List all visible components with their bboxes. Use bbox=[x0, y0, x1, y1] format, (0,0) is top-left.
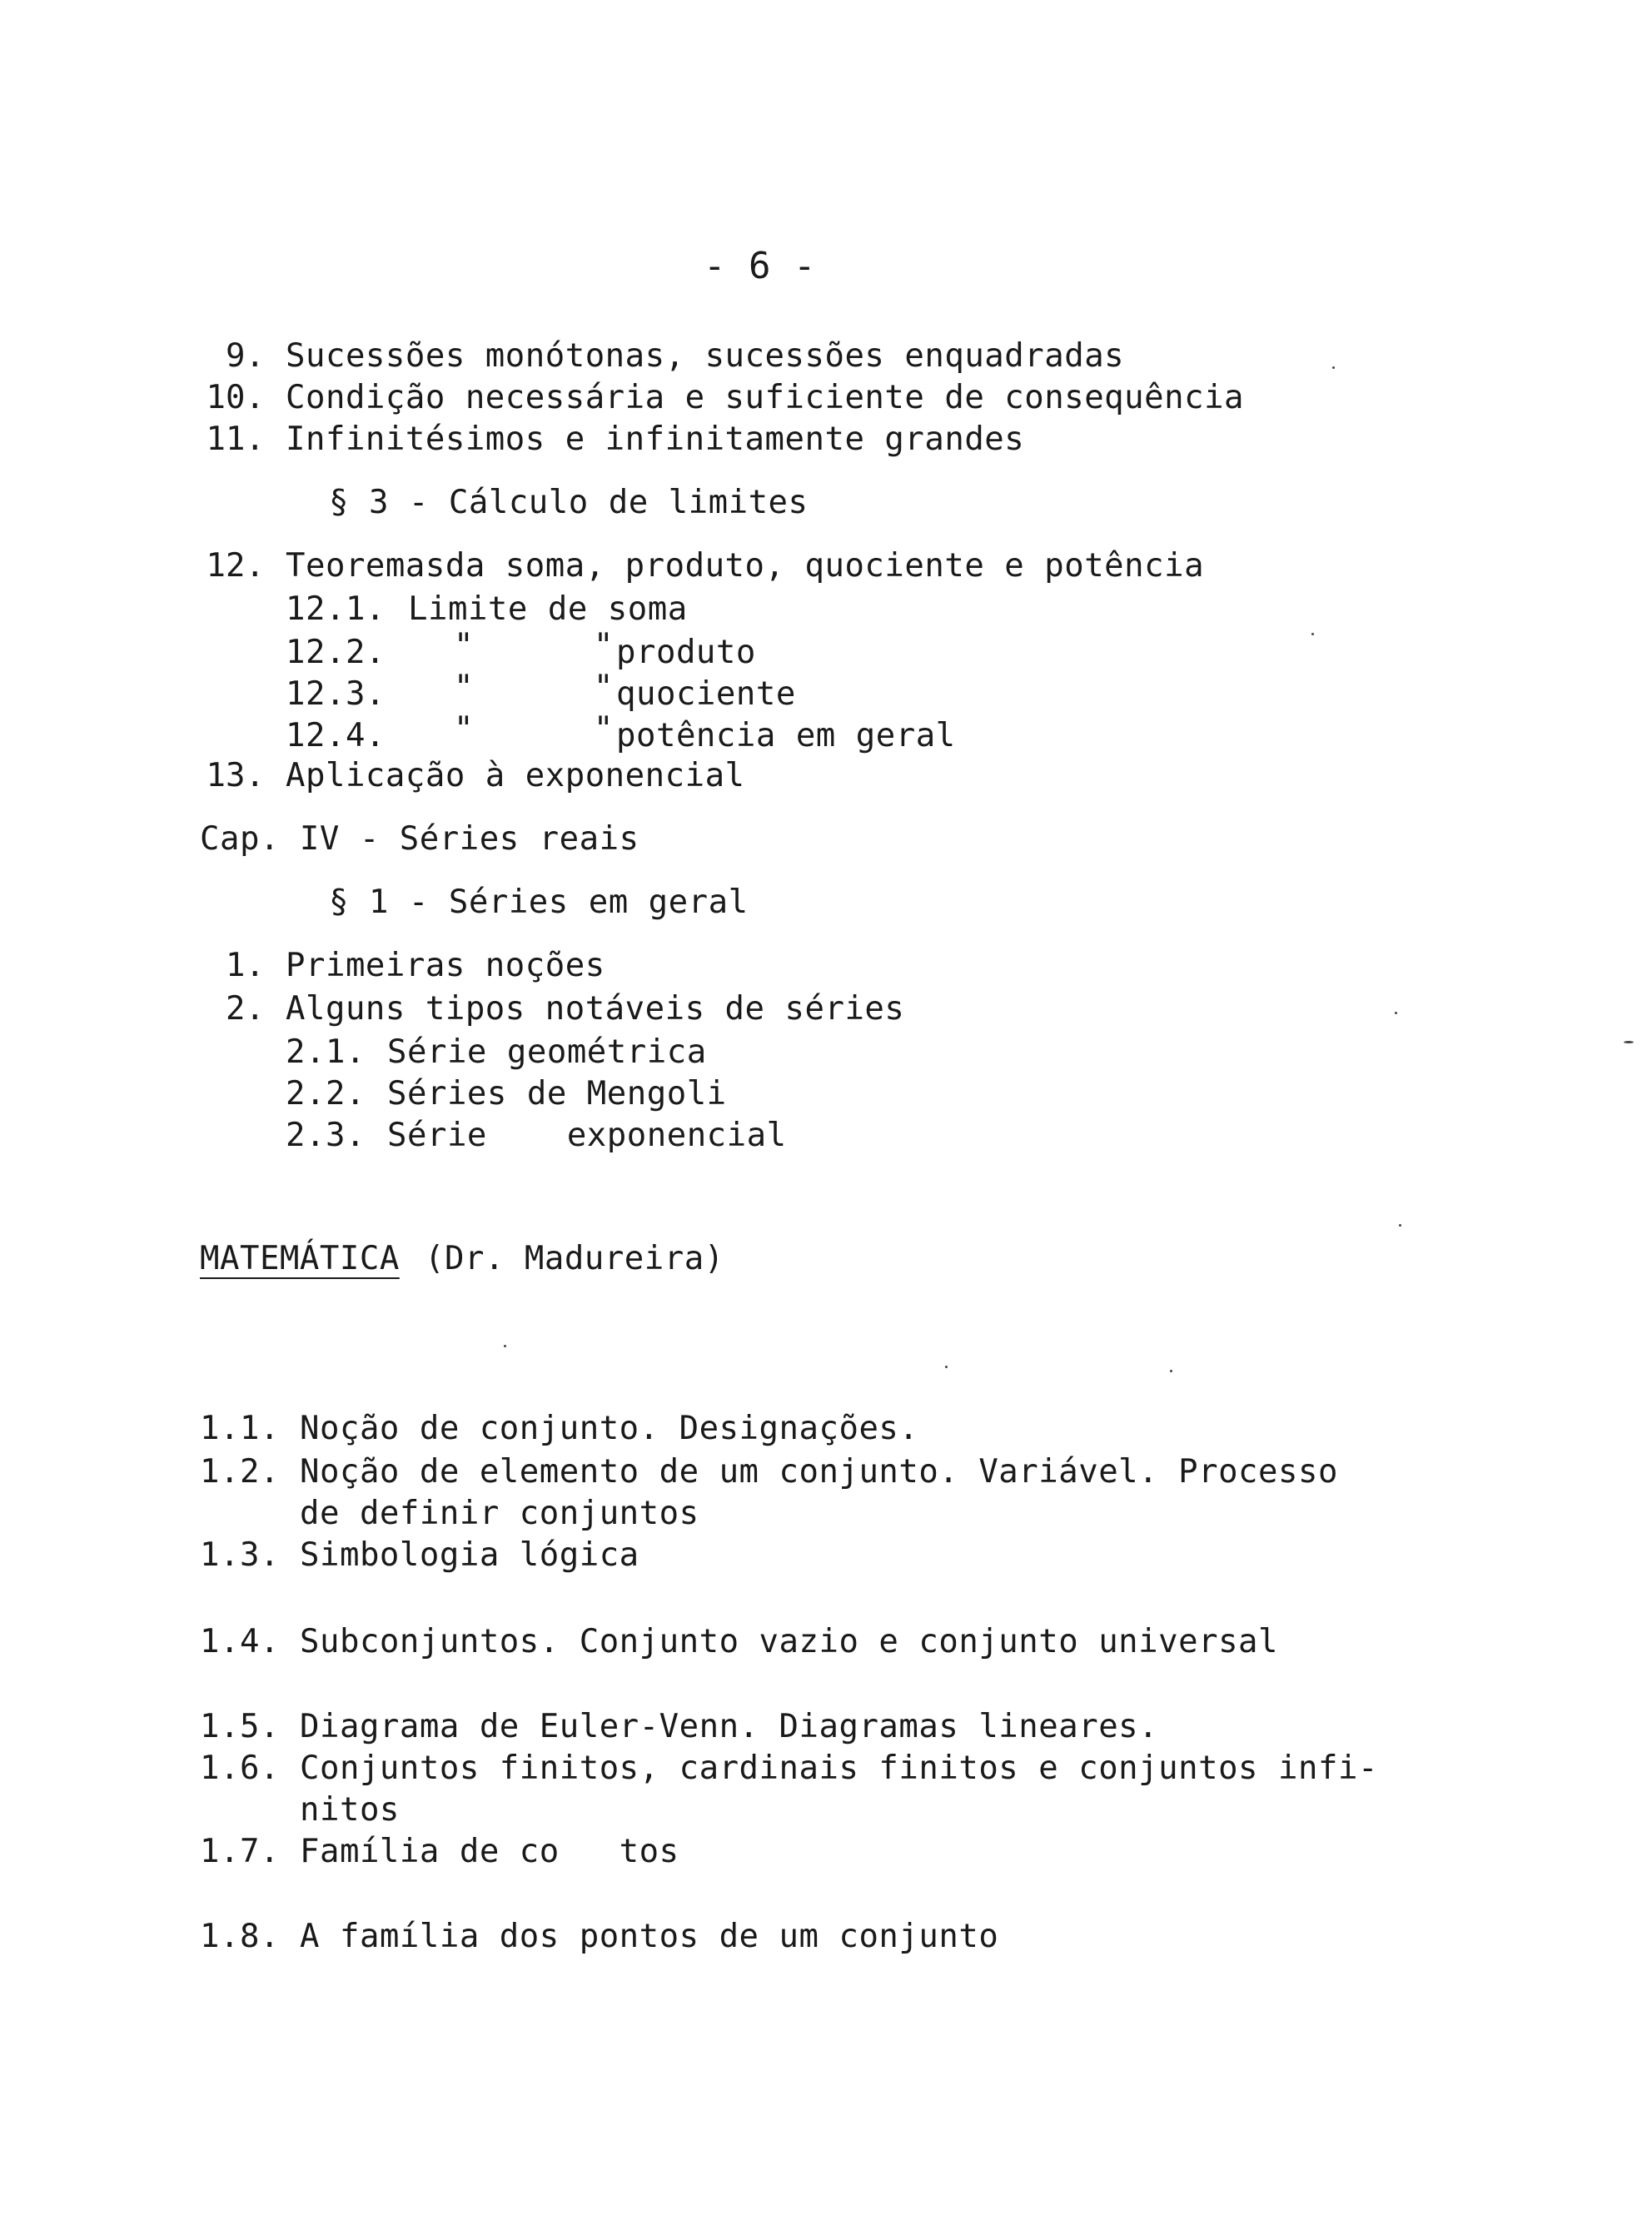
ditto-marks: " " bbox=[454, 669, 614, 706]
chapter-heading: Cap. IV - Séries reais bbox=[200, 820, 639, 858]
item-number: 9. bbox=[226, 337, 265, 375]
item-number: 1.3. bbox=[200, 1536, 280, 1574]
item-number: 2. bbox=[226, 990, 265, 1028]
item-text: Condição necessária e suficiente de consequência bbox=[286, 379, 1245, 416]
subitem-number: 2.3. bbox=[286, 1117, 366, 1154]
subitem-number: 12.2. bbox=[286, 634, 386, 671]
subitem-number: 2.1. bbox=[286, 1033, 366, 1071]
item-text: Diagrama de Euler-Venn. Diagramas lineares. bbox=[300, 1708, 1159, 1745]
item-text-continued: nitos bbox=[300, 1791, 400, 1829]
scan-speck bbox=[504, 1345, 506, 1347]
item-text: Alguns tipos notáveis de séries bbox=[286, 990, 905, 1028]
item-text: Noção de elemento de um conjunto. Variável. Processo bbox=[300, 1453, 1338, 1491]
item-number: 13. bbox=[206, 757, 265, 794]
scan-speck bbox=[1170, 1370, 1172, 1372]
item-number: 1.5. bbox=[200, 1708, 280, 1745]
scan-speck bbox=[1311, 633, 1314, 635]
ditto-marks: " " bbox=[454, 627, 614, 665]
scan-speck bbox=[945, 1366, 948, 1368]
subitem-number: 12.1. bbox=[286, 590, 386, 628]
subitem-text: Séries de Mengoli bbox=[387, 1075, 727, 1112]
subject-title: MATEMÁTICA bbox=[200, 1240, 400, 1277]
item-number: 12. bbox=[206, 547, 265, 585]
subitem-number: 2.2. bbox=[286, 1075, 366, 1112]
subitem-number: 12.3. bbox=[286, 675, 386, 713]
item-number: 1.7. bbox=[200, 1833, 280, 1870]
section-heading: § 3 - Cálculo de limites bbox=[329, 484, 809, 521]
scan-speck bbox=[1395, 1012, 1397, 1014]
item-text: Noção de conjunto. Designações. bbox=[300, 1410, 919, 1447]
item-number: 1.8. bbox=[200, 1918, 280, 1955]
item-number: 11. bbox=[206, 421, 265, 458]
subitem-text: produto bbox=[616, 634, 756, 671]
item-text: Infinitésimos e infinitamente grandes bbox=[286, 421, 1025, 458]
item-text: Família de co tos bbox=[300, 1833, 679, 1870]
item-number: 10. bbox=[206, 379, 265, 416]
item-text: Sucessões monótonas, sucessões enquadradas bbox=[286, 337, 1125, 375]
item-number: 1.6. bbox=[200, 1750, 280, 1787]
item-number: 1.1. bbox=[200, 1410, 280, 1447]
item-number: 1.4. bbox=[200, 1623, 280, 1660]
subitem-text: Série exponencial bbox=[387, 1117, 787, 1154]
scan-speck bbox=[1332, 366, 1335, 369]
subject-author: (Dr. Madureira) bbox=[425, 1240, 724, 1277]
item-text: Aplicação à exponencial bbox=[286, 757, 745, 794]
item-text: Simbologia lógica bbox=[300, 1536, 639, 1574]
subitem-text: Série geométrica bbox=[387, 1033, 707, 1071]
item-text: A família dos pontos de um conjunto bbox=[300, 1918, 999, 1955]
section-heading: § 1 - Séries em geral bbox=[329, 884, 749, 921]
scan-speck bbox=[1624, 1041, 1634, 1043]
page-number: - 6 - bbox=[704, 245, 816, 287]
item-text: Subconjuntos. Conjunto vazio e conjunto universal bbox=[300, 1623, 1279, 1660]
subitem-text: quociente bbox=[616, 675, 796, 713]
scan-speck bbox=[1399, 1224, 1401, 1227]
item-number: 1. bbox=[226, 947, 265, 984]
subitem-text: Limite de soma bbox=[408, 590, 688, 628]
item-number: 1.2. bbox=[200, 1453, 280, 1491]
ditto-marks: " " bbox=[454, 710, 614, 748]
item-text: Conjuntos finitos, cardinais finitos e conjuntos infi- bbox=[300, 1750, 1378, 1787]
item-text-continued: de definir conjuntos bbox=[300, 1495, 699, 1532]
item-text: Primeiras noções bbox=[286, 947, 605, 984]
subitem-number: 12.4. bbox=[286, 717, 386, 754]
item-text: Teoremasda soma, produto, quociente e potência bbox=[286, 547, 1205, 585]
subitem-text: potência em geral bbox=[616, 717, 956, 754]
